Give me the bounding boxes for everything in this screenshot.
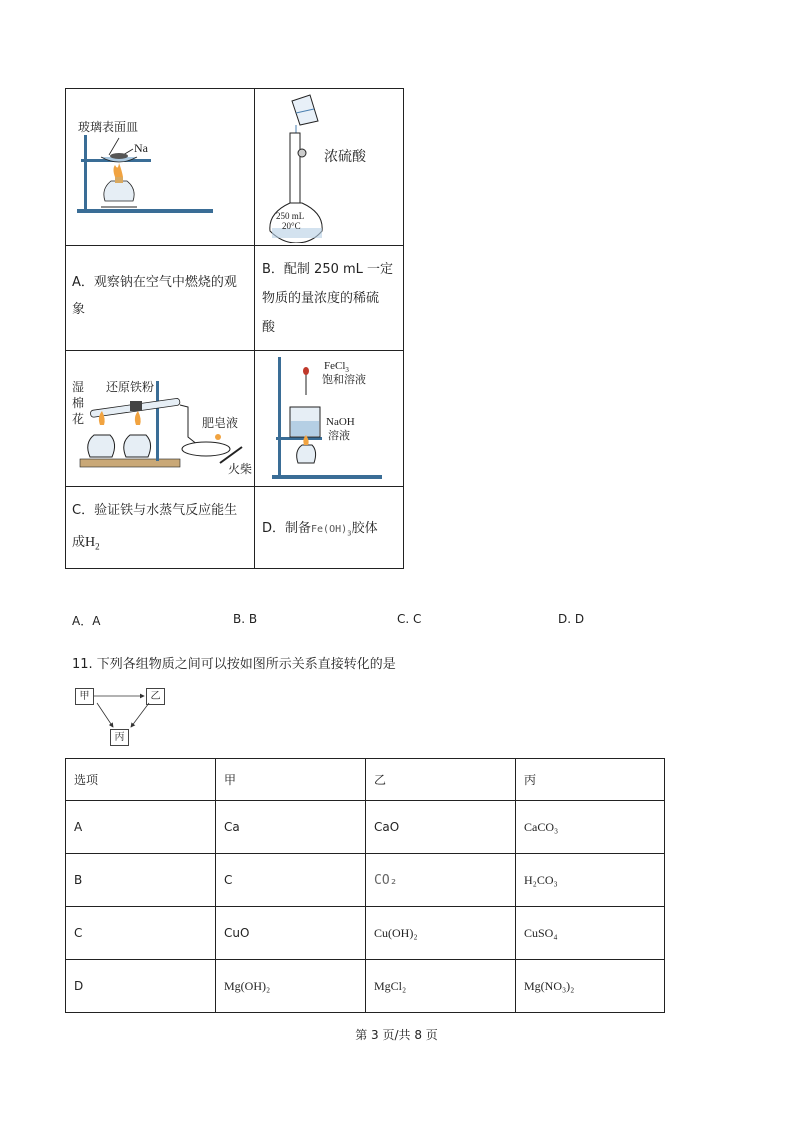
option-c-formula: H <box>85 535 96 550</box>
label-cotton-1: 湿 <box>72 380 85 394</box>
row-b-option: B <box>66 854 216 907</box>
label-concentrated-sulfuric-acid: 浓硫酸 <box>324 149 366 165</box>
flask-volume: 250 mL <box>276 211 305 221</box>
row-d-option: D <box>66 960 216 1013</box>
page-footer: 第 3 页/共 8 页 <box>355 1028 438 1042</box>
label-iron-powder: 还原铁粉 <box>106 380 155 394</box>
table-row <box>66 801 665 854</box>
table-row <box>66 907 665 960</box>
figure-a-sodium-burning <box>71 109 251 219</box>
header-option: 选项 <box>66 759 216 801</box>
row-c-option: C <box>66 907 216 960</box>
row-b-yi: CO₂ <box>366 854 516 907</box>
option-d-formula-sub: 3 <box>347 529 352 538</box>
row-a-yi: CaO <box>366 801 516 854</box>
experiment-table <box>65 88 404 569</box>
label-fecl3: FeCl <box>324 360 346 372</box>
diagram-box-jia: 甲 <box>75 688 94 705</box>
label-match: 火柴 <box>228 462 253 476</box>
option-c-text <box>72 495 252 563</box>
label-fecl3-sub: 3 <box>345 366 349 374</box>
header-yi: 乙 <box>366 759 516 801</box>
row-d-jia: Mg(OH)₂ <box>216 960 366 1013</box>
table-row <box>66 960 665 1013</box>
label-saturated-solution: 饱和溶液 <box>322 373 366 386</box>
answer-option-c[interactable]: C. C <box>397 612 422 626</box>
row-c-bing: CuSO₄ <box>516 907 665 960</box>
figure-c-iron-steam <box>70 377 254 477</box>
answer-option-a[interactable]: A．A <box>72 614 101 628</box>
table-row <box>66 854 665 907</box>
table-header-row <box>66 759 665 801</box>
table-divider <box>66 350 403 351</box>
option-b-line3: 酸 <box>262 320 276 335</box>
figure-d-colloid-prep <box>262 353 402 483</box>
row-d-yi: MgCl₂ <box>366 960 516 1013</box>
label-soap: 肥皂液 <box>202 416 239 430</box>
row-a-option: A <box>66 801 216 854</box>
option-b-line1: B．配制 250 mL 一定 <box>262 262 394 277</box>
option-c-prefix: 成 <box>72 535 86 550</box>
row-d-bing: Mg(NO₃)₂ <box>516 960 665 1013</box>
answer-table <box>65 758 665 1013</box>
header-bing: 丙 <box>516 759 665 801</box>
diagram-box-bing: 丙 <box>110 729 129 746</box>
label-naoh-solution: 溶液 <box>328 429 350 442</box>
label-cotton-2: 棉 <box>72 396 85 410</box>
row-b-bing: H₂CO₃ <box>516 854 665 907</box>
option-d-suffix: 胶体 <box>351 521 378 536</box>
option-a-text <box>72 269 252 323</box>
table-divider <box>254 89 255 568</box>
row-b-jia: C <box>216 854 366 907</box>
option-a-line2: 象 <box>72 302 86 317</box>
option-d-formula: Fe(OH) <box>311 524 348 535</box>
label-naoh: NaOH <box>326 416 355 428</box>
label-cotton-3: 花 <box>72 412 85 426</box>
answer-option-b[interactable]: B. B <box>233 612 258 626</box>
row-a-bing: CaCO₃ <box>516 801 665 854</box>
flask-temp: 20°C <box>282 221 301 231</box>
option-d-prefix: D．制备 <box>262 521 312 536</box>
row-a-jia: Ca <box>216 801 366 854</box>
diagram-arrows <box>75 685 175 745</box>
label-dish: 玻璃表面皿 <box>78 120 139 134</box>
answer-option-d[interactable]: D. D <box>558 612 585 626</box>
figure-b-volumetric-flask <box>262 93 402 243</box>
option-c-formula-sub: 2 <box>95 541 100 552</box>
svg-text:FeCl3 <box>324 360 349 374</box>
table-divider <box>66 486 403 487</box>
option-c-line1: C．验证铁与水蒸气反应能生 <box>72 503 238 518</box>
row-c-yi: Cu(OH)₂ <box>366 907 516 960</box>
option-a-line1: A．观察钠在空气中燃烧的观 <box>72 275 237 290</box>
row-c-jia: CuO <box>216 907 366 960</box>
option-b-line2: 物质的量浓度的稀硫 <box>262 291 380 306</box>
option-d-text <box>262 515 402 548</box>
table-divider <box>66 245 403 246</box>
header-jia: 甲 <box>216 759 366 801</box>
diagram-box-yi: 乙 <box>146 688 165 705</box>
option-b-text <box>262 255 402 342</box>
question-11: 11. 下列各组物质之间可以按如图所示关系直接转化的是 <box>72 657 396 672</box>
label-na: Na <box>134 141 148 155</box>
